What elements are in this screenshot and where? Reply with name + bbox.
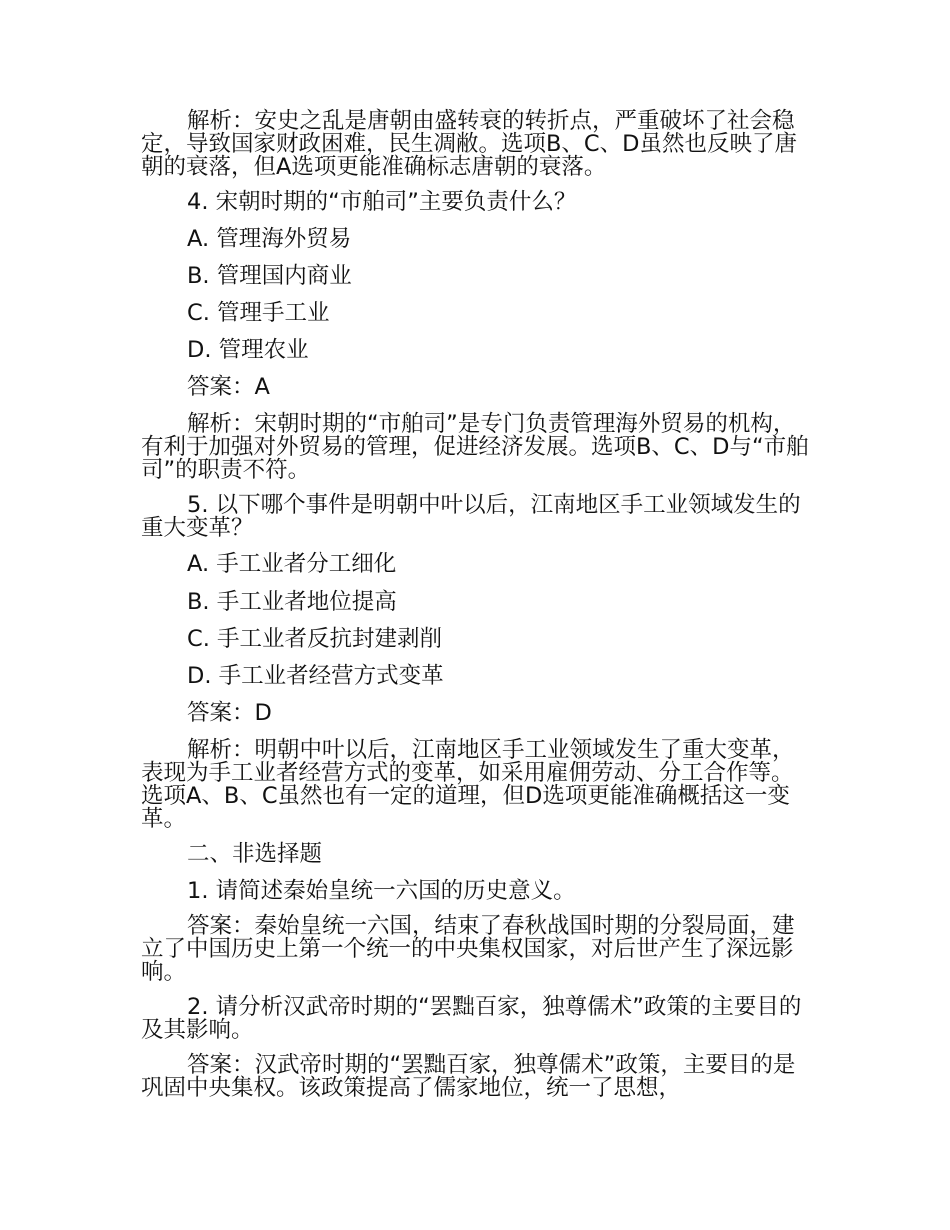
option-b: B. 手工业者地位提高 — [187, 589, 397, 615]
answer-paragraph: 答案：秦始皇统一六国，结束了春秋战国时期的分裂局面，建立了中国历史上第一个统一的中央集权国家，对后世产生了深远影响。 — [141, 913, 795, 985]
answer-paragraph: 答案：汉武帝时期的“罢黜百家，独尊儒术”政策，主要目的是巩固中央集权。该政策提高了儒家地位，统一了思想， — [141, 1052, 796, 1101]
option-d: D. 手工业者经营方式变革 — [187, 663, 444, 689]
answer: 答案：A — [187, 374, 270, 400]
question-5: 5. 以下哪个事件是明朝中叶以后，江南地区手工业领域发生的重大变革？ — [141, 492, 801, 541]
option-c: C. 管理手工业 — [187, 300, 330, 326]
question-1: 1. 请简述秦始皇统一六国的历史意义。 — [187, 878, 576, 904]
option-d: D. 管理农业 — [187, 337, 309, 363]
option-a: A. 管理海外贸易 — [187, 226, 352, 252]
question-4: 4. 宋朝时期的“市舶司”主要负责什么？ — [187, 189, 577, 215]
option-c: C. 手工业者反抗封建剥削 — [187, 626, 443, 652]
analysis-paragraph: 解析：安史之乱是唐朝由盛转衰的转折点，严重破坏了社会稳定，导致国家财政困难，民生凋敝。选项B、C、D虽然也反映了唐朝的衰落，但A选项更能准确标志唐朝的衰落。 — [141, 108, 797, 180]
answer: 答案：D — [187, 700, 272, 726]
analysis-paragraph: 解析：宋朝时期的“市舶司”是专门负责管理海外贸易的机构，有利于加强对外贸易的管理，促进经济发展。选项B、C、D与“市舶司”的职责不符。 — [141, 411, 809, 483]
option-b: B. 管理国内商业 — [187, 263, 352, 289]
analysis-paragraph: 解析：明朝中叶以后，江南地区手工业领域发生了重大变革，表现为手工业者经营方式的变革，如采用雇佣劳动、分工合作等。选项A、B、C虽然也有一定的道理，但D选项更能准确概括这一变革。 — [141, 737, 795, 832]
section-heading: 二、非选择题 — [187, 841, 323, 867]
option-a: A. 手工业者分工细化 — [187, 551, 397, 577]
question-2: 2. 请分析汉武帝时期的“罢黜百家，独尊儒术”政策的主要目的及其影响。 — [141, 994, 802, 1043]
